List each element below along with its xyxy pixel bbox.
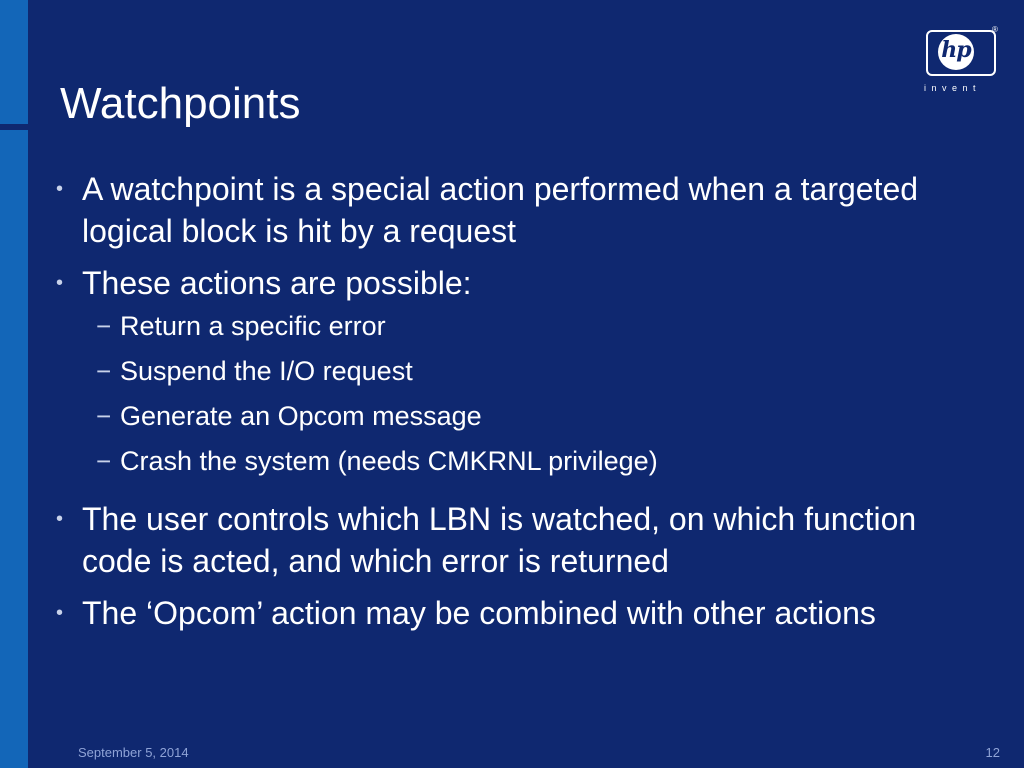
left-accent-bar-notch — [0, 124, 28, 130]
bullet-text: The user controls which LBN is watched, on which function code is acted, and which error is returned — [82, 501, 917, 579]
bullet-item — [56, 168, 986, 252]
slide-title: Watchpoints — [60, 79, 301, 128]
sub-bullet-item — [56, 349, 986, 394]
bullet-item — [56, 262, 986, 304]
registered-mark: ® — [992, 25, 998, 34]
bullet-marker: • — [56, 272, 64, 294]
hp-logo-tagline: invent — [924, 83, 982, 93]
sub-bullet-marker: − — [96, 311, 112, 341]
slide-body — [56, 168, 986, 644]
sub-bullet-text: Generate an Opcom message — [120, 401, 482, 431]
sub-bullet-text: Suspend the I/O request — [120, 356, 413, 386]
left-accent-bar — [0, 0, 28, 768]
bullet-text: These actions are possible: — [82, 265, 472, 301]
bullet-marker: • — [56, 508, 64, 530]
sub-bullet-item — [56, 439, 986, 484]
bullet-item — [56, 592, 986, 634]
bullet-item — [56, 498, 986, 582]
footer-date: September 5, 2014 — [78, 745, 189, 760]
hp-logo-letters: hp — [941, 37, 971, 63]
sub-bullet-item — [56, 304, 986, 349]
bullet-text: A watchpoint is a special action performed when a targeted logical block is hit by a request — [82, 171, 919, 249]
page-number: 12 — [985, 745, 1000, 760]
sub-bullet-text: Return a specific error — [120, 311, 386, 341]
sub-bullet-marker: − — [96, 356, 112, 386]
sub-bullet-item — [56, 394, 986, 439]
sub-bullet-text: Crash the system (needs CMKRNL privilege) — [120, 446, 658, 476]
hp-logo — [922, 25, 998, 96]
sub-bullet-list — [56, 304, 986, 484]
bullet-marker: • — [56, 602, 64, 624]
bullet-text: The ‘Opcom’ action may be combined with other actions — [82, 595, 876, 631]
sub-bullet-marker: − — [96, 401, 112, 431]
sub-bullet-marker: − — [96, 446, 112, 476]
bullet-marker: • — [56, 178, 64, 200]
